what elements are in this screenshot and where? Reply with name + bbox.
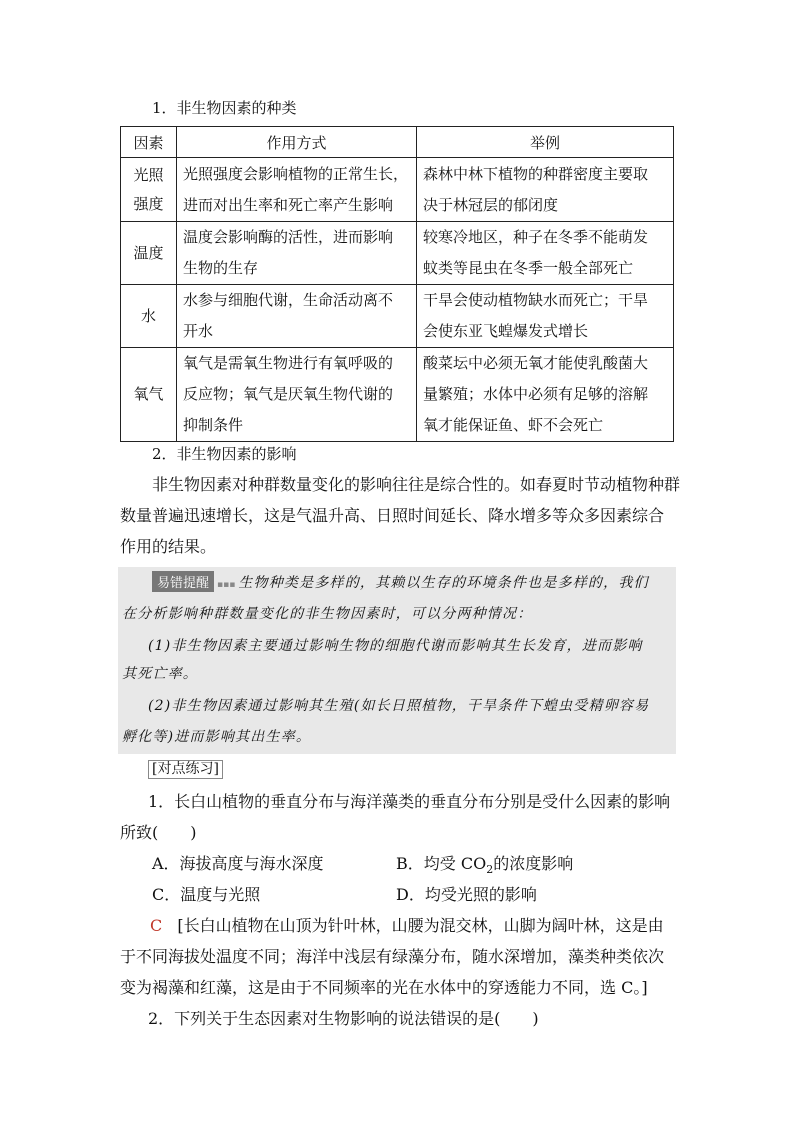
section-2-paragraph [120,469,680,562]
effect-cell [177,222,417,285]
table-row [121,158,674,222]
table-row [121,222,674,285]
paragraph-line: 作用的结果。 [120,537,217,556]
section-2-title: 2．非生物因素的影响 [152,445,297,463]
question-2-stem: 2．下列关于生态因素对生物影响的说法错误的是( ) [148,1009,539,1028]
example-cell [417,348,674,442]
example-line: 森林中林下植物的种群密度主要取 [423,164,649,183]
explanation-text: [长白山植物在山顶为针叶林，山腰为混交林，山脚为阔叶林，这是由 [177,916,664,935]
example-line: 干旱会使动植物缺水而死亡；干旱 [423,291,649,309]
example-line: 氧才能保证鱼、虾不会死亡 [423,416,604,434]
factor-cell [121,158,177,222]
example-line: 酸菜坛中必须无氧才能使乳酸菌大 [423,354,649,372]
example-line: 较寒冷地区，种子在冬季不能萌发 [423,228,649,246]
option-b-text: B．均受 CO [396,854,487,873]
paragraph-line: 非生物因素对种群数量变化的影响往往是综合性的。如春夏时节动植物种群 [152,475,681,494]
effect-line: 氧气是需氧生物进行有氧呼吸的 [183,354,394,372]
paragraph-line: 数量普遍迅速增长，这是气温升高、日照时间延长、降水增多等众多因素综合 [120,506,665,525]
example-line: 会使东亚飞蝗爆发式增长 [423,322,589,340]
effect-line: 生物的生存 [183,259,259,277]
note-line: 其死亡率。 [122,666,198,682]
factor-line: 光照 [133,165,164,184]
effect-cell [177,285,417,348]
option-b-text: 的浓度影响 [493,854,574,873]
table-row [121,348,674,442]
example-cell [417,285,674,348]
question-1-stem: 1．长白山植物的垂直分布与海洋藻类的垂直分布分别是受什么因素的影响 [148,792,671,811]
option-a: A．海拔高度与海水深度 [152,854,324,873]
question-1-stem-cont: 所致( ) [120,823,197,842]
option-d: D．均受光照的影响 [396,885,537,904]
example-cell [417,158,674,222]
error-reminder-box [118,567,676,754]
effect-line: 开水 [183,322,214,340]
explanation-line: 变为褐藻和红藻，这是由于不同频率的光在水体中的穿透能力不同，选 C。] [120,978,648,997]
note-tag: 易错提醒 [152,571,214,592]
effect-cell [177,348,417,442]
factor-cell: 温度 [121,222,177,285]
effect-line: 光照强度会影响植物的正常生长， [183,164,409,183]
example-line: 蚊类等昆虫在冬季一般全部死亡 [423,259,634,277]
effect-line: 水参与细胞代谢，生命活动离不 [183,291,394,309]
example-line: 量繁殖；水体中必须有足够的溶解 [423,385,649,403]
table-header: 作用方式 [177,127,417,158]
note-dots-icon: ▪▪▪ [217,580,236,590]
option-c: C．温度与光照 [152,885,261,904]
effect-line: 抑制条件 [183,416,244,434]
table-header: 因素 [121,127,177,158]
effect-line: 温度会影响酶的活性，进而影响 [183,228,394,246]
example-line: 决于林冠层的郁闭度 [423,195,559,214]
note-text: 生物种类是多样的，其赖以生存的环境条件也是多样的，我们 [238,575,649,591]
factor-line: 强度 [133,194,164,213]
note-line: 在分析影响种群数量变化的非生物因素时，可以分两种情况： [122,606,533,622]
effect-line: 反应物；氧气是厌氧生物代谢的 [183,385,394,403]
factor-cell: 氧气 [121,348,177,442]
abiotic-factors-table [120,126,674,442]
explanation-line: 于不同海拔处温度不同；海洋中浅层有绿藻分布，随水深增加，藻类种类依次 [120,947,665,966]
effect-line: 进而对出生率和死亡率产生影响 [183,195,394,214]
option-b-sub: 2 [486,863,494,877]
note-line [152,571,649,592]
note-line: (1)非生物因素主要通过影响生物的细胞代谢而影响其生长发育，进而影响 [148,638,643,654]
factor-cell: 水 [121,285,177,348]
option-b [396,851,573,876]
note-line: 孵化等)进而影响其出生率。 [122,729,312,745]
section-1-title: 1．非生物因素的种类 [152,99,297,117]
answer-letter: C [150,916,163,935]
note-line: (2)非生物因素通过影响其生殖(如长日照植物，干旱条件下蝗虫受精卵容易 [148,698,650,714]
effect-cell [177,158,417,222]
table-header: 举例 [417,127,674,158]
answer-line [150,913,664,936]
example-cell [417,222,674,285]
table-row [121,285,674,348]
practice-label: [对点练习] [148,760,223,779]
table-header-row [121,127,674,158]
